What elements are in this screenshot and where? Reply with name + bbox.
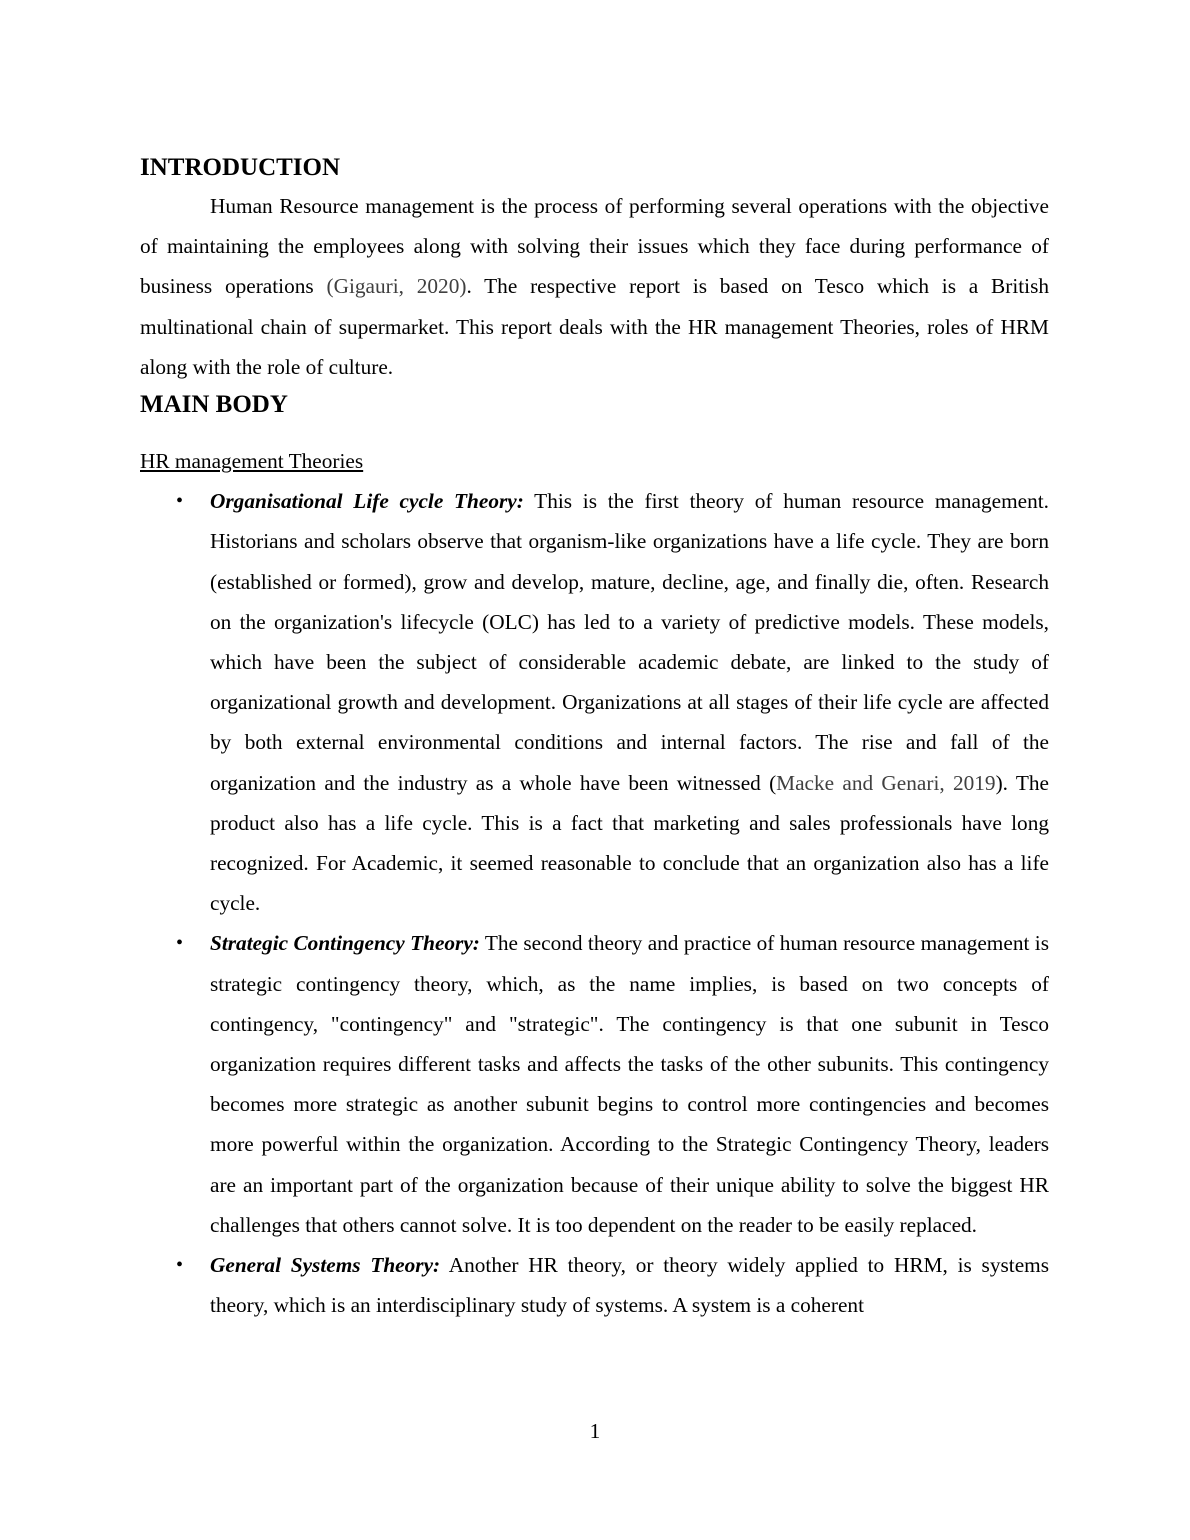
introduction-text-part2: . The respective report is based on Tesco which is a British multinational chain of supermarket. This report deals with the HR management Theories, roles of HRM along with the role of culture. (140, 274, 1050, 379)
bullet-icon: • (176, 1254, 184, 1277)
page-number: 1 (589, 1419, 601, 1443)
theory-text: Another HR theory, or theory widely applied to HRM, is systems theory, which is an interdisciplinary study of systems. A system is a coherent (210, 1253, 1049, 1318)
list-item-general-systems (140, 1245, 1049, 1325)
theory-term: Strategic Contingency Theory: (210, 931, 480, 956)
main-body-heading: MAIN BODY (140, 391, 288, 419)
introduction-citation: (Gigauri, 2020) (326, 274, 467, 299)
list-item-strategic-contingency (140, 923, 1049, 1245)
list-item-organisational-life-cycle (140, 481, 1049, 923)
theory-term: General Systems Theory: (210, 1253, 441, 1278)
theory-text: The second theory and practice of human resource management is strategic contingency theory, which, as the name implies, is based on two concepts of contingency, "contingency" and "strategic". The contingency is that one subunit in Tesco organization requires different tasks and affects the tasks of the other subunits. This contingency becomes more strategic as another subunit begins to control more contingencies and becomes more powerful within the organization. According to the Strategic Contingency Theory, leaders are an important part of the organization because of their unique ability to solve the biggest HR challenges that others cannot solve. It is too dependent on the reader to be easily replaced. (210, 931, 1049, 1237)
theories-list (140, 481, 1049, 1325)
introduction-paragraph (140, 186, 1049, 387)
theory-text-part1: This is the first theory of human resource management. Historians and scholars observe that organism-like organizations have a life cycle. They are born (established or formed), grow and develop, mature, decline, age, and finally die, often. Research on the organization's lifecycle (OLC) has led to a variety of predictive models. These models, which have been the subject of considerable academic debate, are linked to the study of organizational growth and development. Organizations at all stages of their life cycle are affected by both external environmental conditions and internal factors. The rise and fall of the organization and the industry as a whole have been witnessed ( (210, 489, 1049, 795)
introduction-text-part1: Human Resource management is the process of performing several operations with the objective of maintaining the employees along with solving their issues which they face during performance of business operations (140, 194, 1049, 299)
introduction-heading: INTRODUCTION (140, 154, 341, 181)
theory-citation: Macke and Genari, 2019 (776, 770, 996, 795)
document-page (140, 150, 1049, 1325)
hr-theories-subheading: HR management Theories (140, 449, 364, 474)
bullet-icon: • (176, 490, 184, 513)
bullet-icon: • (176, 932, 184, 955)
theory-term: Organisational Life cycle Theory: (210, 489, 524, 514)
theory-text-part2: ). The product also has a life cycle. This is a fact that marketing and sales professionals have long recognized. For Academic, it seemed reasonable to conclude that an organization also has a life cycle. (210, 770, 1050, 916)
